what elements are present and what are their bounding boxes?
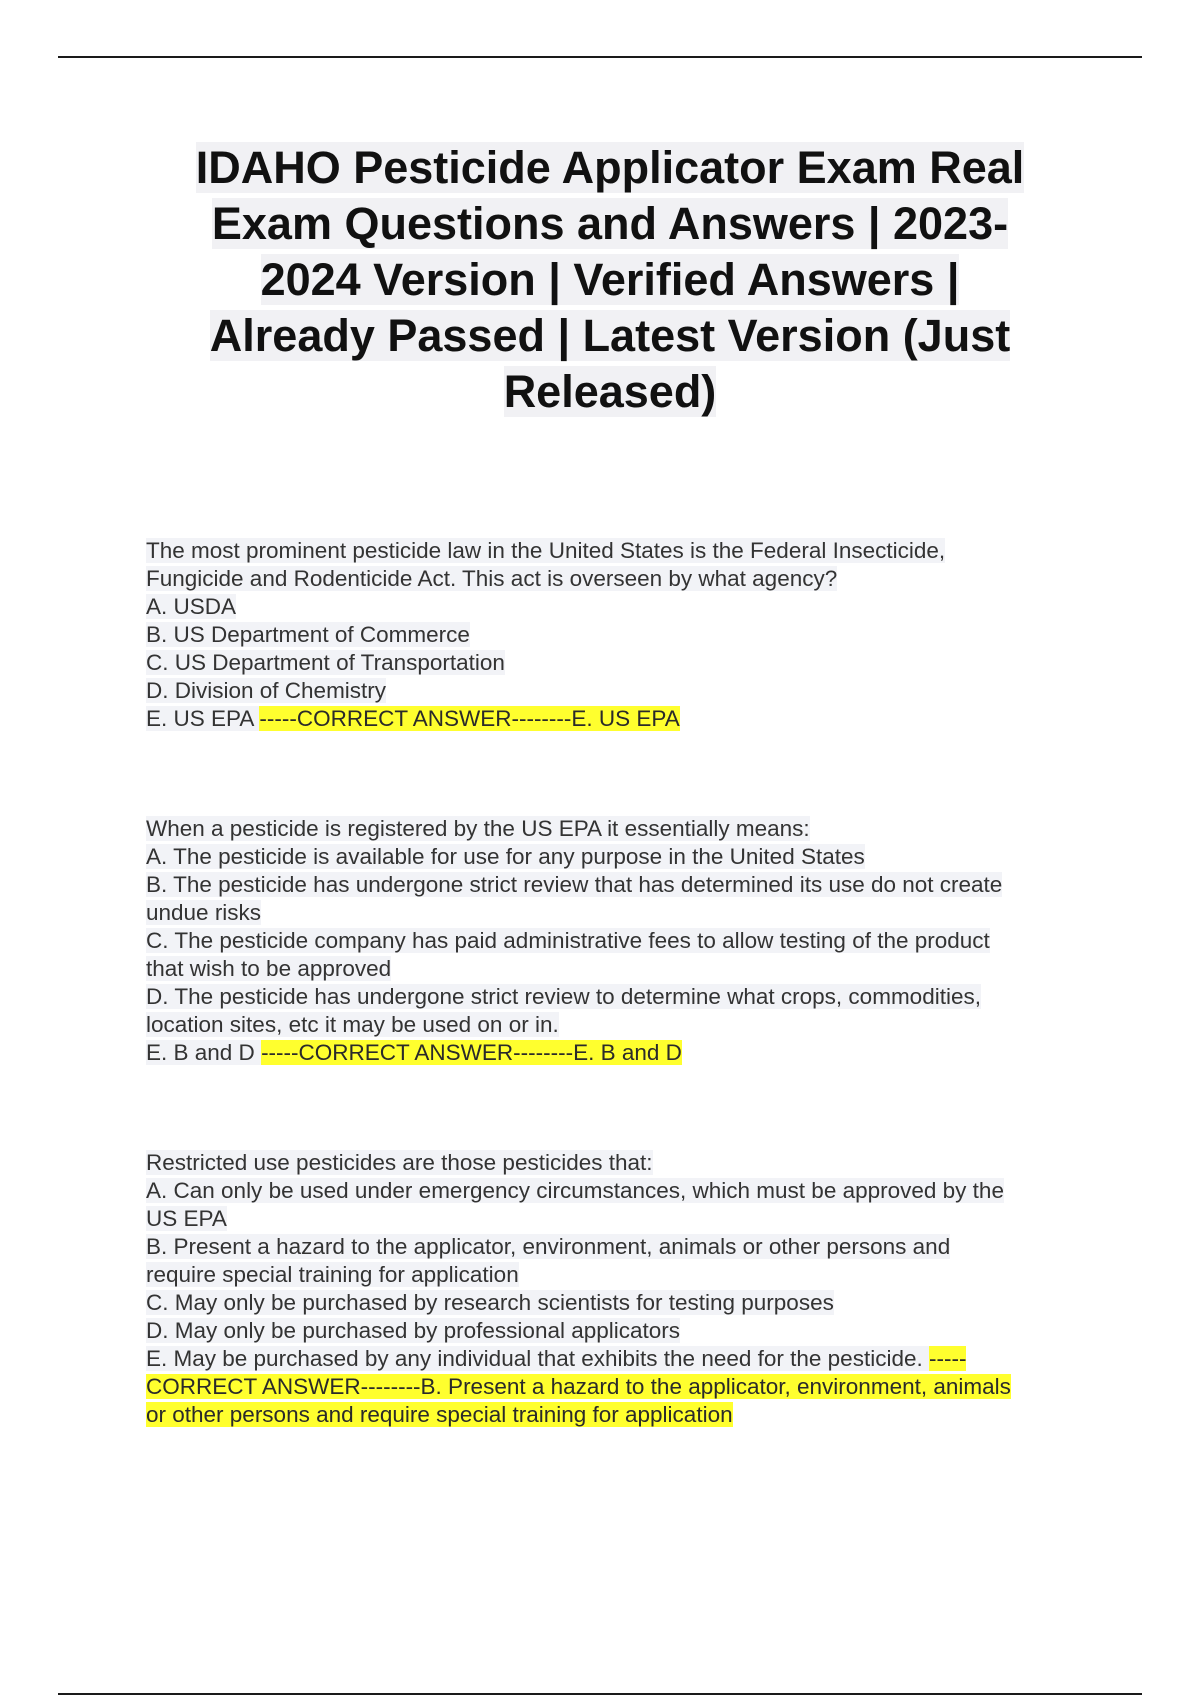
correct-answer-line: or other persons and require special training for application bbox=[146, 1402, 733, 1427]
question-block bbox=[146, 537, 1086, 733]
page-title bbox=[160, 140, 1060, 420]
correct-answer-highlight: -----CORRECT ANSWER--------E. US EPA bbox=[259, 706, 680, 731]
answer-option: C. US Department of Transportation bbox=[146, 650, 505, 675]
answer-option: E. US EPA -----CORRECT ANSWER--------E. US EPA bbox=[146, 706, 680, 731]
answer-option: US EPA bbox=[146, 1206, 227, 1231]
answer-option: C. May only be purchased by research scientists for testing purposes bbox=[146, 1290, 834, 1315]
answer-option: B. US Department of Commerce bbox=[146, 622, 470, 647]
answer-option: A. Can only be used under emergency circumstances, which must be approved by the bbox=[146, 1178, 1004, 1203]
answer-option: A. USDA bbox=[146, 594, 237, 619]
answer-option: D. Division of Chemistry bbox=[146, 678, 387, 703]
answer-option: C. The pesticide company has paid administrative fees to allow testing of the product bbox=[146, 928, 990, 953]
answer-option: location sites, etc it may be used on or in. bbox=[146, 1012, 559, 1037]
question-text: Fungicide and Rodenticide Act. This act is overseen by what agency? bbox=[146, 566, 838, 591]
answer-option: E. May be purchased by any individual that exhibits the need for the pesticide. ----- bbox=[146, 1346, 967, 1371]
answer-option: B. Present a hazard to the applicator, environment, animals or other persons and bbox=[146, 1234, 951, 1259]
top-rule bbox=[58, 56, 1142, 58]
answer-option: that wish to be approved bbox=[146, 956, 392, 981]
correct-answer-line: CORRECT ANSWER--------B. Present a hazard to the applicator, environment, animals bbox=[146, 1374, 1011, 1399]
correct-answer-highlight: -----CORRECT ANSWER--------E. B and D bbox=[261, 1040, 682, 1065]
title-line: IDAHO Pesticide Applicator Exam Real bbox=[195, 142, 1025, 193]
question-text: The most prominent pesticide law in the United States is the Federal Insecticide, bbox=[146, 538, 946, 563]
answer-option: B. The pesticide has undergone strict review that has determined its use do not create bbox=[146, 872, 1003, 897]
question-text: When a pesticide is registered by the US EPA it essentially means: bbox=[146, 816, 810, 841]
title-line: 2024 Version | Verified Answers | bbox=[260, 254, 960, 305]
answer-option: D. May only be purchased by professional applicators bbox=[146, 1318, 681, 1343]
question-block bbox=[146, 815, 1086, 1067]
question-text: Restricted use pesticides are those pesticides that: bbox=[146, 1150, 653, 1175]
question-block bbox=[146, 1149, 1086, 1429]
bottom-rule bbox=[58, 1693, 1142, 1695]
correct-answer-highlight: ----- bbox=[928, 1346, 967, 1371]
answer-option: require special training for application bbox=[146, 1262, 519, 1287]
title-line: Already Passed | Latest Version (Just bbox=[209, 310, 1011, 361]
title-line: Exam Questions and Answers | 2023- bbox=[211, 198, 1009, 249]
answer-option: D. The pesticide has undergone strict review to determine what crops, commodities, bbox=[146, 984, 981, 1009]
answer-option: A. The pesticide is available for use for any purpose in the United States bbox=[146, 844, 865, 869]
answer-option: E. B and D -----CORRECT ANSWER--------E. B and D bbox=[146, 1040, 682, 1065]
title-line: Released) bbox=[503, 366, 717, 417]
answer-option: undue risks bbox=[146, 900, 262, 925]
